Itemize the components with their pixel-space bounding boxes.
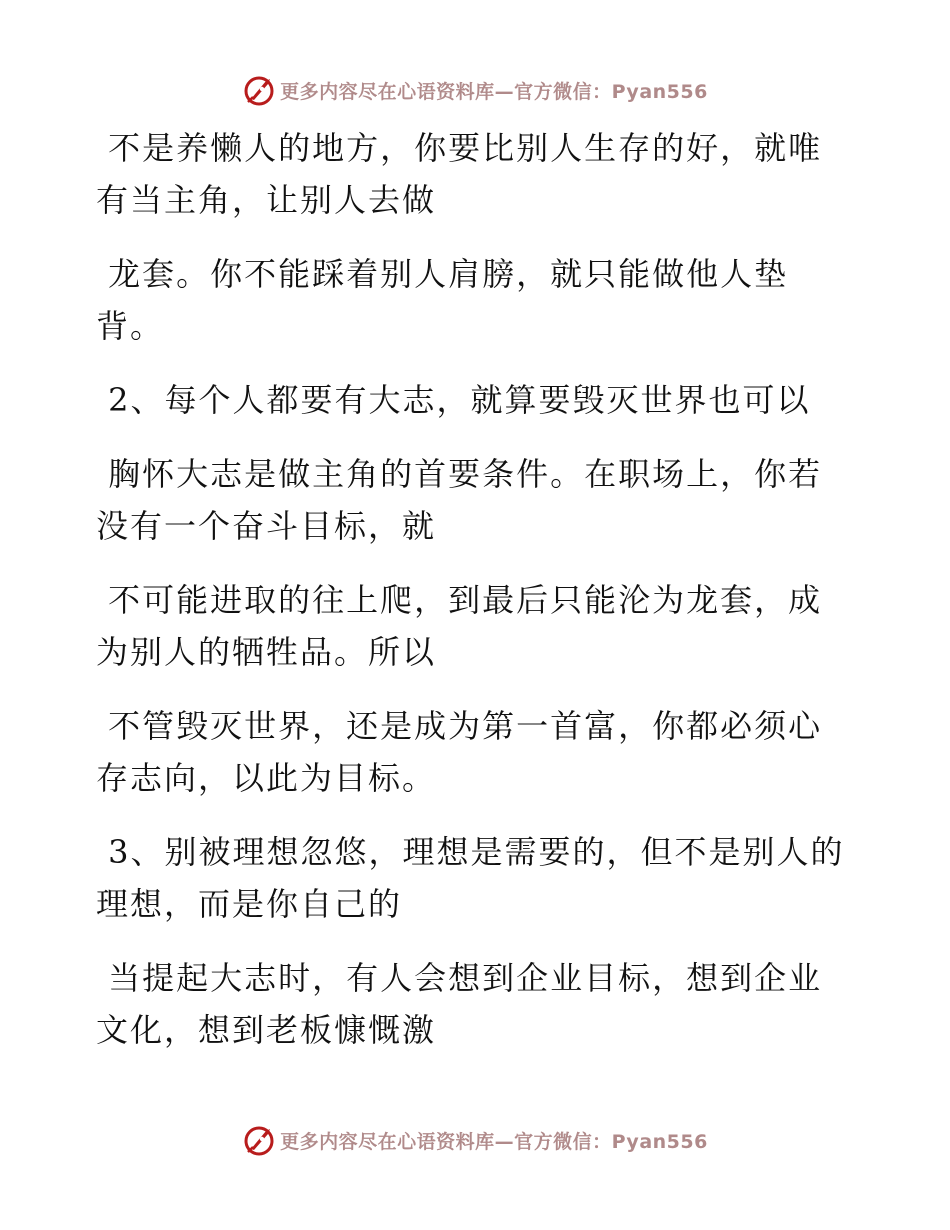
paragraph-8: 当提起大志时，有人会想到企业目标，想到企业文化，想到老板慷慨激: [96, 959, 823, 1049]
document-body: [96, 122, 856, 1078]
paragraph-6: 不管毁灭世界，还是成为第一首富，你都必须心存志向，以此为目标。: [96, 707, 823, 797]
quill-pen-icon: [242, 73, 276, 107]
paragraph-4: 胸怀大志是做主角的首要条件。在职场上，你若没有一个奋斗目标，就: [96, 455, 823, 545]
watermark-text: 更多内容尽在心语资料库—官方微信：Pyan556: [280, 80, 708, 103]
paragraph-3: 2、每个人都要有大志，就算要毁灭世界也可以: [96, 381, 811, 419]
paragraph-7: 3、别被理想忽悠，理想是需要的，但不是别人的理想，而是你自己的: [96, 833, 845, 923]
paragraph-2: 龙套。你不能踩着别人肩膀，就只能做他人垫背。: [96, 255, 789, 345]
watermark-text: 更多内容尽在心语资料库—官方微信：Pyan556: [280, 1130, 708, 1153]
paragraph-1: 不是养懒人的地方，你要比别人生存的好，就唯有当主角，让别人去做: [96, 129, 823, 219]
header-watermark-banner: [0, 70, 950, 110]
paragraph-5: 不可能进取的往上爬，到最后只能沦为龙套，成为别人的牺牲品。所以: [96, 581, 823, 671]
footer-watermark-banner: [0, 1120, 950, 1160]
quill-pen-icon: [242, 1123, 276, 1157]
